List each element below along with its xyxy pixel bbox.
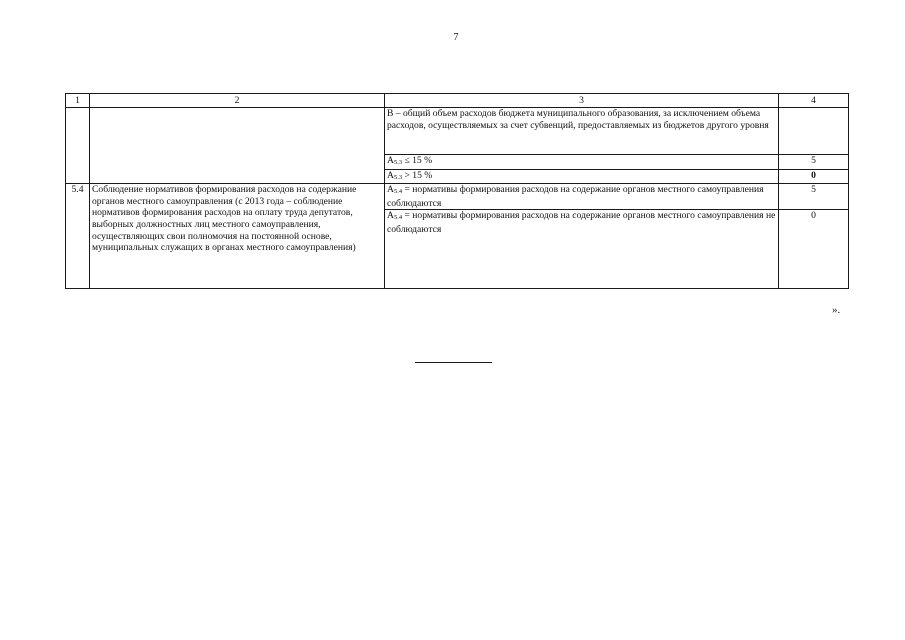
condition-text: = нормативы формирования расходов на содержание органов местного самоуправления соблюдаются (387, 184, 764, 209)
row-description-cell (90, 108, 385, 184)
page-number: 7 (453, 32, 459, 43)
condition-cell (385, 169, 779, 184)
condition-symbol: А (387, 184, 394, 196)
condition-symbol: А (387, 169, 394, 181)
condition-text: > 15 % (402, 169, 433, 181)
header-col-3: 3 (385, 94, 779, 108)
condition-subscript: 5.3 (393, 173, 403, 181)
closing-quote: ». (832, 304, 841, 316)
separator-line (415, 362, 492, 363)
condition-cell (385, 210, 779, 289)
score-value: 0 (779, 210, 849, 289)
table-header-row (66, 94, 849, 108)
condition-subscript: 5.4 (393, 188, 403, 196)
condition-cell (385, 184, 779, 210)
condition-cell (385, 155, 779, 170)
condition-subscript: 5.4 (393, 214, 403, 222)
header-col-1: 1 (66, 94, 90, 108)
condition-symbol: А (387, 155, 394, 166)
condition-text: ≤ 15 % (402, 155, 433, 166)
row-number-cell (66, 108, 90, 184)
b-value-cell (779, 108, 849, 155)
header-col-4: 4 (779, 94, 849, 108)
table-row (66, 184, 849, 210)
table-row (66, 108, 849, 155)
score-value: 5 (779, 155, 849, 170)
criteria-table (65, 93, 849, 289)
b-definition-cell: В – общий объем расходов бюджета муниципального образования, за исключением объема расходов, осуществляемых за счет субвенций, предоставляемых из бюджетов другого уровня (385, 108, 779, 155)
header-col-2: 2 (90, 94, 385, 108)
condition-subscript: 5.3 (393, 159, 403, 166)
row-description: Соблюдение нормативов формирования расходов на содержание органов местного самоуправления (с 2013 года – соблюдение нормативов формирования расходов на оплату труда депутатов, выборных должностных лиц местного самоуправления, осуществляющих свои полномочия на постоянной основе, муниципальных служащих в органах местного самоуправления) (90, 184, 385, 289)
score-value: 5 (779, 184, 849, 210)
condition-symbol: А (387, 210, 394, 222)
score-value: 0 (779, 169, 849, 184)
row-number: 5.4 (66, 184, 90, 289)
condition-text: = нормативы формирования расходов на содержание органов местного самоуправления не соблюдаются (387, 210, 776, 235)
